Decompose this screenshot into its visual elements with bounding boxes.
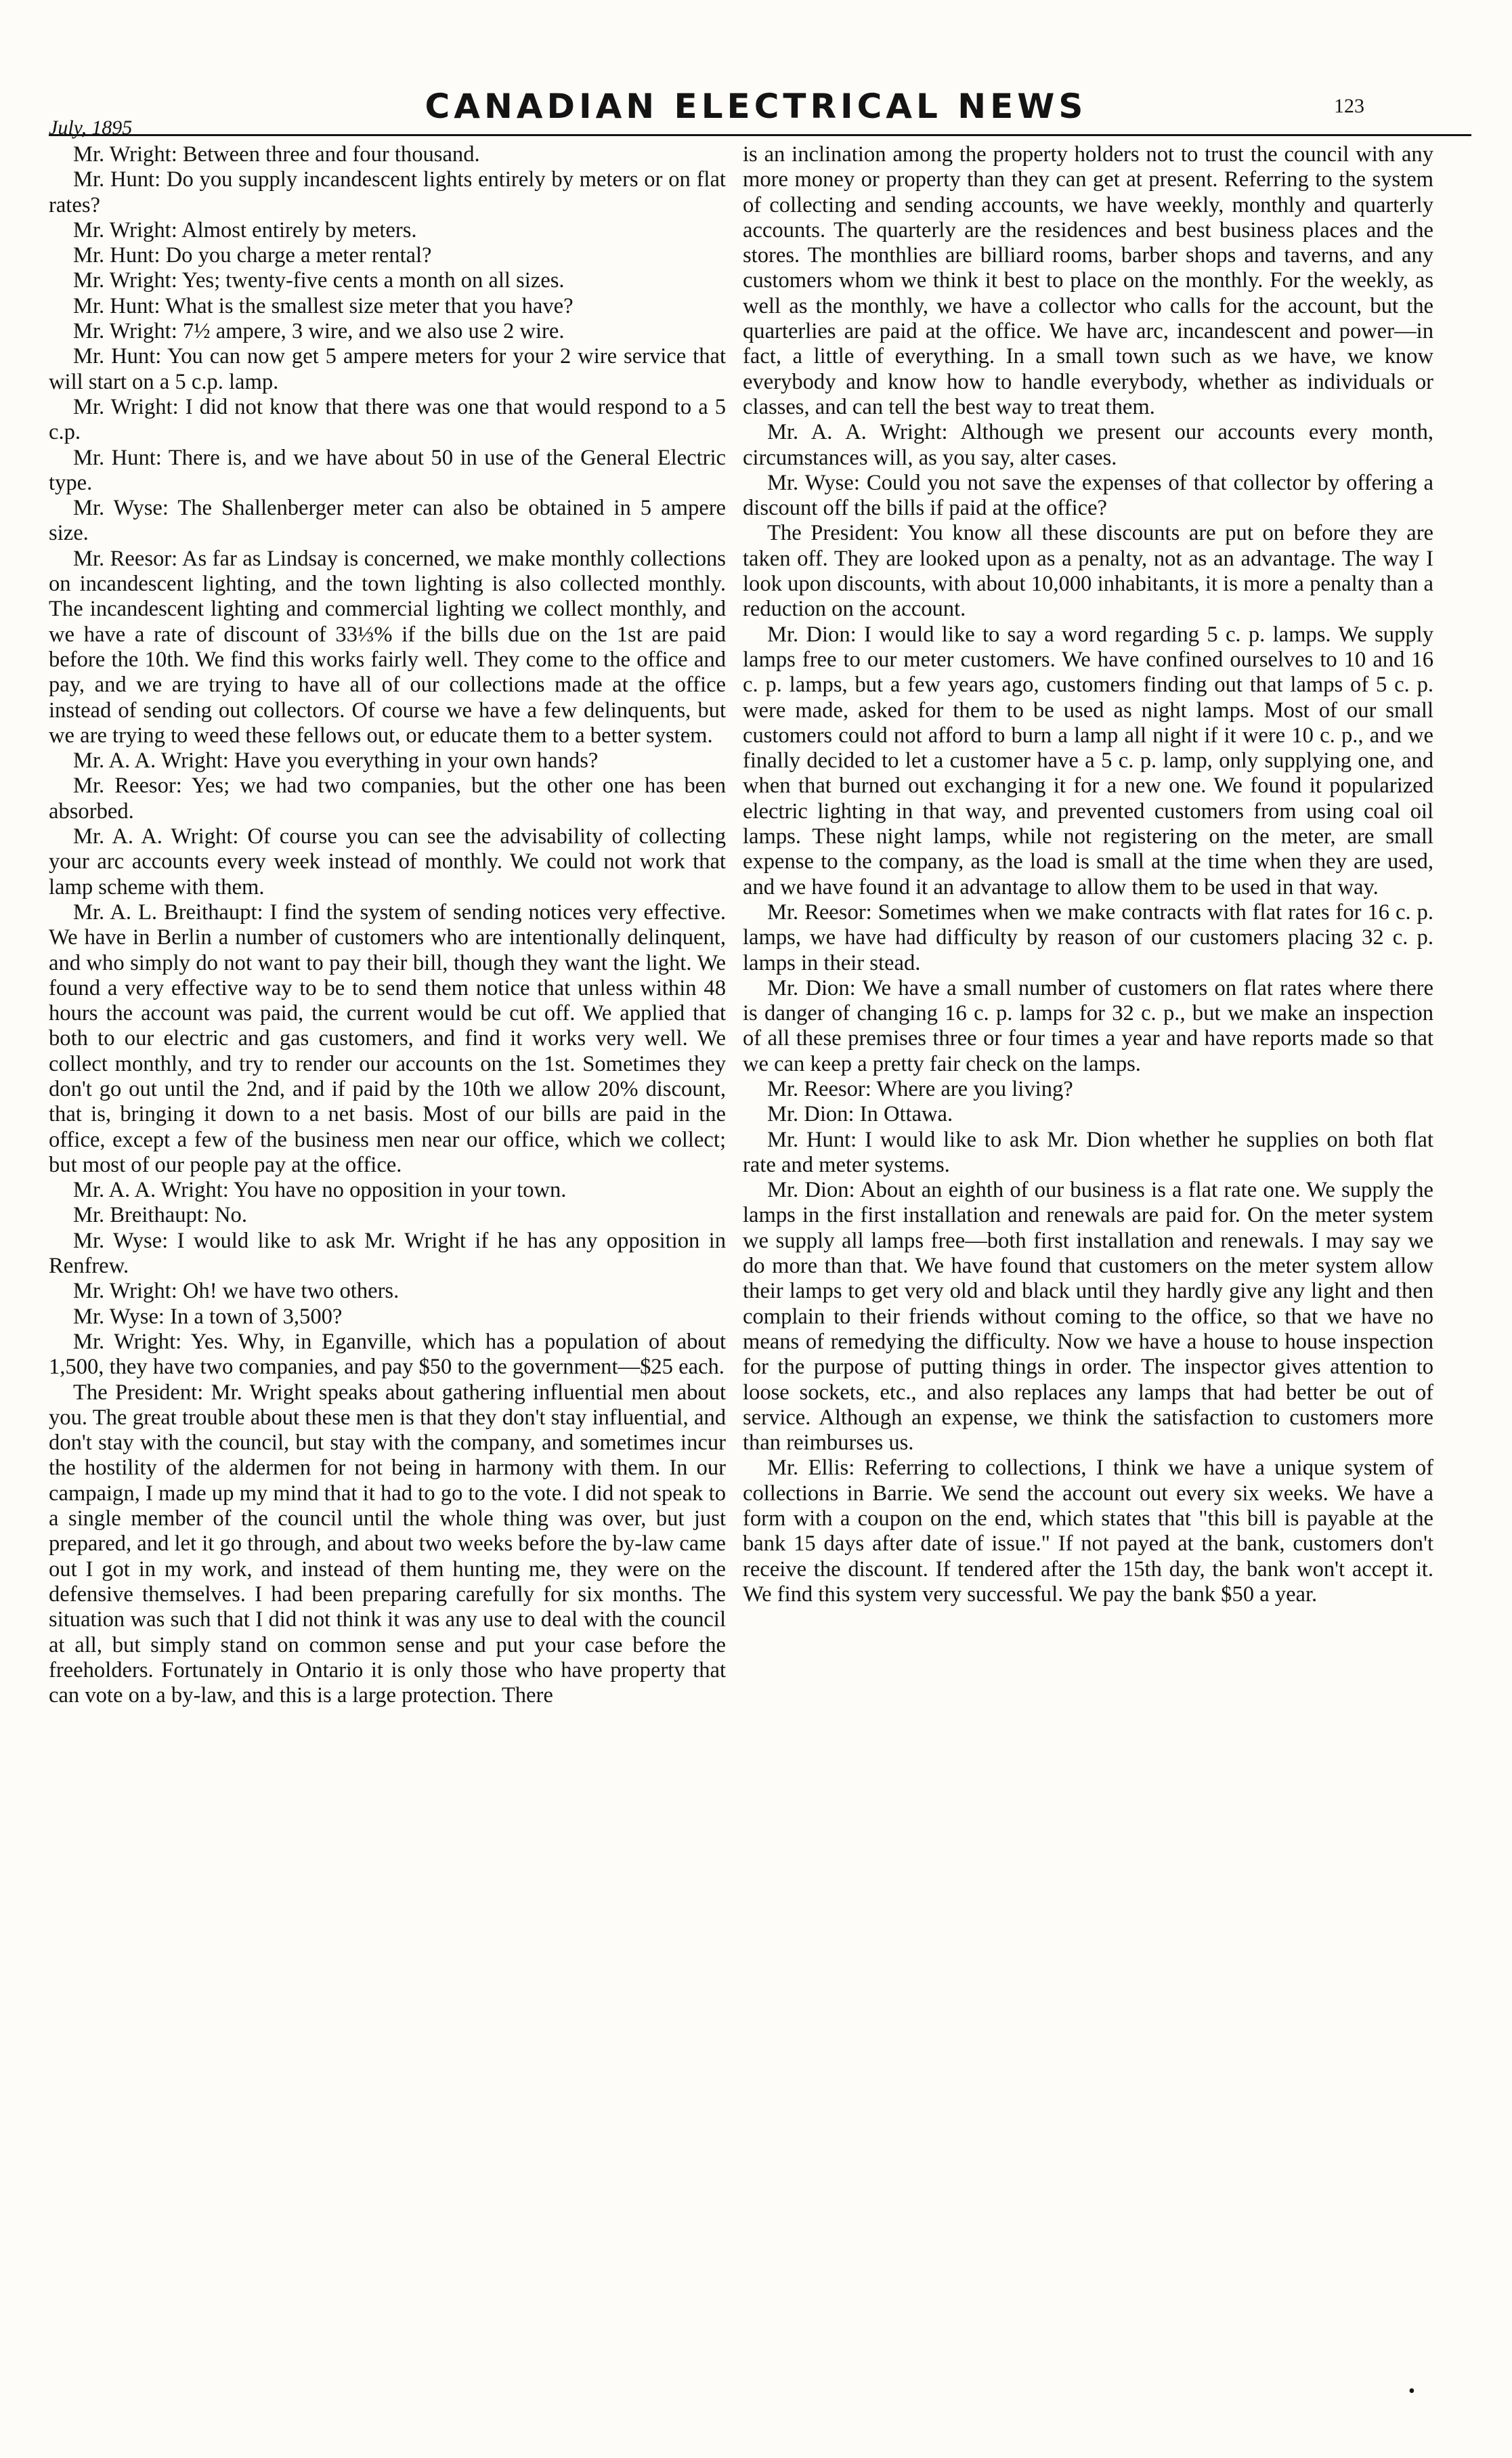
paragraph: is an inclination among the property holders not to trust the council with any more money or property than they can get at present. Referring to the system of collecting and sending accounts, we have weekly, monthly and quarterly accounts. The quarterly are the residences and best business places and the stores. The monthlies are billiard rooms, barber shops and taverns, and any customers whom we think it best to place on the monthly. For the weekly, as well as the monthly, we have a collector who calls for the account, but the quarterlies are paid at the office. We have arc, incandescent and power—in fact, a little of everything. In a small town such as we have, we know everybody and know how to handle everybody, whether as individuals or classes, and can tell the best way to treat them. — [743, 142, 1433, 419]
left-column — [49, 142, 726, 1708]
paragraph: Mr. Dion: In Ottawa. — [767, 1102, 953, 1127]
paragraph: Mr. Hunt: There is, and we have about 50 in use of the General Electric type. — [49, 445, 726, 495]
paragraph: The President: You know all these discounts are put on before they are taken off. They are looked upon as a penalty, not as an advantage. The way I look upon discounts, with about 10,000 inhabitants, it is more a penalty than a reduction on the account. — [743, 521, 1433, 622]
paragraph: Mr. Reesor: As far as Lindsay is concerned, we make monthly collections on incandescent lighting, and the town lighting is also collected monthly. The incandescent lighting and commercial lighting we collect monthly, and we have a rate of discount of 33⅓% if the bills due on the 1st are paid before the 10th. We find this works fairly well. They come to the office and pay, and we are trying to have all of our collections made at the office instead of sending out collectors. Of course we have a few delinquents, but we are trying to weed these fellows out, or educate them to a better system. — [49, 546, 726, 748]
paragraph: Mr. A. A. Wright: Have you everything in your own hands? — [73, 748, 599, 774]
paragraph: Mr. Dion: About an eighth of our business is a flat rate one. We supply the lamps in the first installation and renewals are paid for. On the meter system we supply all lamps free—both first installation and renewals. I may say we do more than that. We have found that customers on the meter system allow their lamps to get very old and black until they hardly give any light and then complain to their friends without coming to the office, so that we have no means of remedying the difficulty. Now we have a house to house inspection for the purpose of putting things in order. The inspector gives attention to loose sockets, etc., and also replaces any lamps that had better be out of service. Although an expense, we think the satisfaction to customers more than reimburses us. — [743, 1178, 1433, 1456]
paragraph: Mr. Breithaupt: No. — [73, 1203, 247, 1228]
paragraph: Mr. Reesor: Sometimes when we make contracts with flat rates for 16 c. p. lamps, we have had difficulty by reason of our customers placing 32 c. p. lamps in their stead. — [743, 899, 1433, 975]
paragraph: Mr. Hunt: What is the smallest size meter that you have? — [73, 293, 574, 318]
paragraph: Mr. Wright: Yes. Why, in Eganville, which has a population of about 1,500, they have two companies, and pay $50 to the government—$25 each. — [49, 1329, 726, 1380]
paragraph: Mr. Wright: I did not know that there was one that would respond to a 5 c.p. — [49, 394, 726, 445]
paragraph: Mr. Hunt: I would like to ask Mr. Dion whether he supplies on both flat rate and meter systems. — [743, 1127, 1433, 1177]
paragraph: Mr. Hunt: Do you charge a meter rental? — [73, 243, 432, 268]
header-rule — [49, 134, 1471, 136]
paragraph: Mr. Wright: Between three and four thousand. — [73, 142, 480, 167]
paragraph: Mr. Hunt: Do you supply incandescent lights entirely by meters or on flat rates? — [49, 167, 726, 217]
paragraph: Mr. Wright: Almost entirely by meters. — [73, 217, 417, 242]
paragraph: Mr. Wyse: The Shallenberger meter can also be obtained in 5 ampere size. — [49, 496, 726, 546]
issue-date: July, 1895 — [49, 116, 133, 139]
paragraph: Mr. Reesor: Where are you living? — [767, 1076, 1073, 1101]
paragraph: Mr. Reesor: Yes; we had two companies, but the other one has been absorbed. — [49, 774, 726, 824]
paragraph: The President: Mr. Wright speaks about gathering influential men about you. The great trouble about these men is that they don't stay influential, and don't stay with the council, but stay with the company, and sometimes incur the hostility of the aldermen for not being in harmony with them. In our campaign, I made up my mind that it had to go to the vote. I did not speak to a single member of the council until the whole thing was over, but just prepared, and let it go through, and about two weeks before the by-law came out I got in my work, and instead of them hunting me, they were on the defensive themselves. I had been preparing carefully for six months. The situation was such that I did not think it was any use to deal with the council at all, but simply stand on common sense and put your case before the freeholders. Fortunately in Ontario it is only those who have property that can vote on a by-law, and this is a large protection. There — [49, 1380, 726, 1708]
paragraph: Mr. Dion: We have a small number of customers on flat rates where there is danger of changing 16 c. p. lamps for 32 c. p., but we make an inspection of all these premises three or four times a year and have reports made so that we can keep a pretty fair check on the lamps. — [743, 975, 1433, 1076]
paragraph: Mr. A. A. Wright: Of course you can see the advisability of collecting your arc accounts every week instead of monthly. We could not work that lamp scheme with them. — [49, 824, 726, 899]
paragraph: Mr. Wright: Oh! we have two others. — [73, 1279, 399, 1304]
paragraph: Mr. Wyse: I would like to ask Mr. Wright if he has any opposition in Renfrew. — [49, 1228, 726, 1279]
paragraph: Mr. Wright: 7½ ampere, 3 wire, and we also use 2 wire. — [73, 319, 565, 344]
paragraph: Mr. Dion: I would like to say a word regarding 5 c. p. lamps. We supply lamps free to our meter customers. We have confined ourselves to 10 and 16 c. p. lamps, but a few years ago, customers finding out that lamps of 5 c. p. were made, asked for them to be used as night lamps. Most of our small customers could not afford to burn a lamp all night if it were 10 c. p., and we finally decided to let a customer have a 5 c. p. lamp, only supplying one, and when that burned out exchanging it for a new one. We found it popularized electric lighting in that way, and prevented customers from using coal oil lamps. These night lamps, while not registering on the meter, are small expense to the company, as the load is small at the time when they are used, and we have found it an advantage to allow them to be used in that way. — [743, 622, 1433, 899]
right-column — [743, 142, 1433, 1607]
end-mark: • — [1408, 2381, 1415, 2402]
page-number: 123 — [1334, 95, 1364, 117]
paragraph: Mr. Hunt: You can now get 5 ampere meters for your 2 wire service that will start on a 5 c.p. lamp. — [49, 344, 726, 394]
paragraph: Mr. A. L. Breithaupt: I find the system of sending notices very effective. We have in Berlin a number of customers who are intentionally delinquent, and who simply do not want to pay their bill, though they want the light. We found a very effective way to be to send them notice that unless within 48 hours the account was paid, the current would be cut off. We applied that both to our electric and gas customers, and find it works very well. We collect monthly, and try to render our accounts on the 1st. Sometimes they don't go out until the 2nd, and if paid by the 10th we allow 20% discount, that is, bringing it down to a net basis. Most of our bills are paid in the office, except a few of the business men near our office, which we collect; but most of our people pay at the office. — [49, 899, 726, 1177]
masthead-title: CANADIAN ELECTRICAL NEWS — [425, 87, 1087, 126]
paragraph: Mr. A. A. Wright: Although we present our accounts every month, circumstances will, as you say, alter cases. — [743, 420, 1433, 470]
paragraph: Mr. Wyse: In a town of 3,500? — [73, 1304, 343, 1329]
paragraph: Mr. Wright: Yes; twenty-five cents a month on all sizes. — [73, 268, 565, 293]
paragraph: Mr. A. A. Wright: You have no opposition in your town. — [73, 1178, 567, 1203]
paragraph: Mr. Ellis: Referring to collections, I think we have a unique system of collections in Barrie. We send the account out every six weeks. We have a form with a coupon on the end, which states that "this bill is payable at the bank 15 days after date of issue." If not payed at the bank, customers don't receive the discount. If tendered after the 15th day, the bank won't accept it. We find this system very successful. We pay the bank $50 a year. — [743, 1456, 1433, 1607]
paragraph: Mr. Wyse: Could you not save the expenses of that collector by offering a discount off the bills if paid at the office? — [743, 470, 1433, 521]
